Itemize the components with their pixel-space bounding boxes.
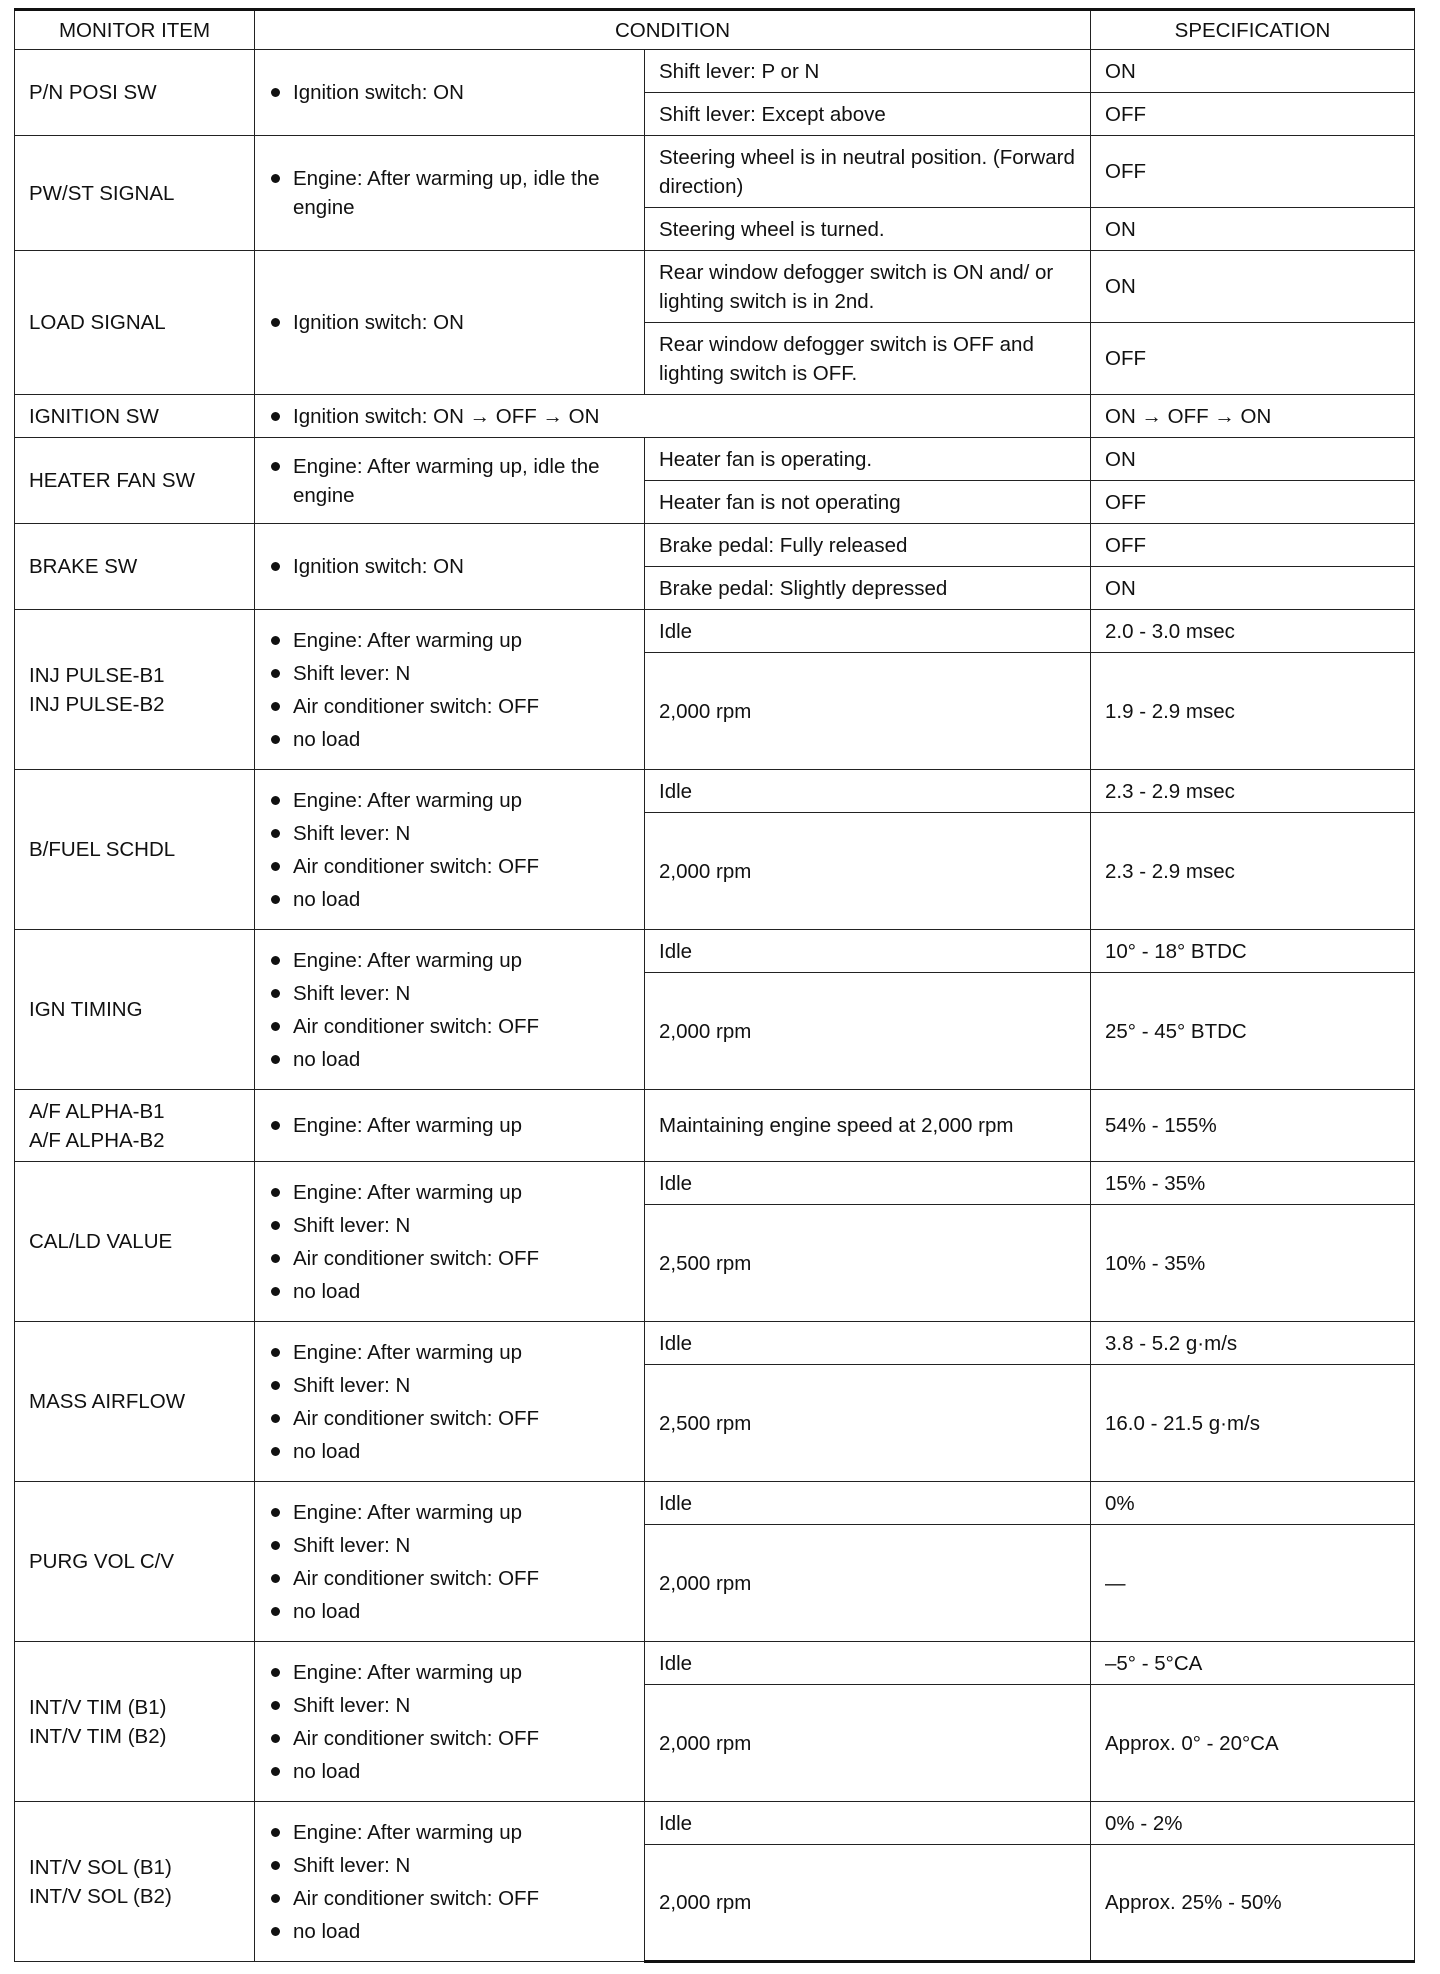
- condition-cell: [255, 1482, 645, 1642]
- condition-bullet: Air conditioner switch: OFF: [269, 1244, 630, 1273]
- monitor-item: IGN TIMING: [15, 930, 255, 1090]
- specification: 25° - 45° BTDC: [1091, 973, 1415, 1090]
- table-row: [15, 1162, 1415, 1205]
- sub-condition: Maintaining engine speed at 2,000 rpm: [645, 1090, 1091, 1162]
- sub-condition: Idle: [645, 1482, 1091, 1525]
- sub-condition: 2,000 rpm: [645, 1845, 1091, 1962]
- specification: Approx. 0° - 20°CA: [1091, 1685, 1415, 1802]
- condition-bullet: no load: [269, 725, 630, 754]
- condition-bullet: no load: [269, 1045, 630, 1074]
- specification: 0% - 2%: [1091, 1802, 1415, 1845]
- sub-condition: Shift lever: Except above: [645, 93, 1091, 136]
- specification: OFF: [1091, 481, 1415, 524]
- table-row: [15, 251, 1415, 323]
- monitor-item: CAL/LD VALUE: [15, 1162, 255, 1322]
- sub-condition: 2,000 rpm: [645, 813, 1091, 930]
- monitor-item: LOAD SIGNAL: [15, 251, 255, 395]
- condition-bullet: Engine: After warming up: [269, 1338, 630, 1367]
- monitor-item: MASS AIRFLOW: [15, 1322, 255, 1482]
- monitor-item-line: INT/V TIM (B1): [29, 1695, 167, 1719]
- specification: ON: [1091, 251, 1415, 323]
- sub-condition: Idle: [645, 1642, 1091, 1685]
- sub-condition: Rear window defogger switch is ON and/ or lighting switch is in 2nd.: [645, 251, 1091, 323]
- monitor-item-line: A/F ALPHA-B2: [29, 1128, 165, 1152]
- table-row: [15, 395, 1415, 438]
- condition-bullet: Shift lever: N: [269, 1531, 630, 1560]
- sub-condition: 2,000 rpm: [645, 973, 1091, 1090]
- sub-condition: Brake pedal: Fully released: [645, 524, 1091, 567]
- condition-cell: [255, 930, 645, 1090]
- sub-condition: Idle: [645, 1322, 1091, 1365]
- condition-bullet: Air conditioner switch: OFF: [269, 1564, 630, 1593]
- header-row: [15, 10, 1415, 50]
- monitor-item-line: INJ PULSE-B1: [29, 663, 165, 687]
- table-row: [15, 50, 1415, 93]
- table-row: [15, 610, 1415, 653]
- specification: 16.0 - 21.5 g·m/s: [1091, 1365, 1415, 1482]
- specification: 2.0 - 3.0 msec: [1091, 610, 1415, 653]
- condition-bullet: Ignition switch: ON → OFF → ON: [269, 402, 1076, 431]
- monitor-item: PURG VOL C/V: [15, 1482, 255, 1642]
- condition-bullet: Air conditioner switch: OFF: [269, 852, 630, 881]
- condition-bullet: Ignition switch: ON: [269, 552, 630, 581]
- specification: ON: [1091, 50, 1415, 93]
- specification: ON → OFF → ON: [1091, 395, 1415, 438]
- specification: OFF: [1091, 323, 1415, 395]
- condition-bullet: Engine: After warming up: [269, 786, 630, 815]
- header-specification: SPECIFICATION: [1091, 10, 1415, 50]
- monitor-item-line: INT/V SOL (B2): [29, 1884, 172, 1908]
- condition-cell: [255, 136, 645, 251]
- monitor-item: [15, 610, 255, 770]
- specification: 3.8 - 5.2 g·m/s: [1091, 1322, 1415, 1365]
- sub-condition: 2,500 rpm: [645, 1365, 1091, 1482]
- condition-bullet: Shift lever: N: [269, 819, 630, 848]
- monitor-item-line: INT/V TIM (B2): [29, 1724, 167, 1748]
- condition-bullet: no load: [269, 885, 630, 914]
- specification: ON: [1091, 438, 1415, 481]
- monitor-item: BRAKE SW: [15, 524, 255, 610]
- condition-bullet: Engine: After warming up: [269, 1818, 630, 1847]
- sub-condition: 2,500 rpm: [645, 1205, 1091, 1322]
- condition-bullet: Air conditioner switch: OFF: [269, 1884, 630, 1913]
- condition-bullet: no load: [269, 1757, 630, 1786]
- sub-condition: 2,000 rpm: [645, 653, 1091, 770]
- sub-condition: Shift lever: P or N: [645, 50, 1091, 93]
- sub-condition: 2,000 rpm: [645, 1525, 1091, 1642]
- table-row: [15, 438, 1415, 481]
- condition-bullet: Shift lever: N: [269, 1211, 630, 1240]
- specification: 15% - 35%: [1091, 1162, 1415, 1205]
- condition-cell: [255, 610, 645, 770]
- header-monitor-item: MONITOR ITEM: [15, 10, 255, 50]
- specification: 1.9 - 2.9 msec: [1091, 653, 1415, 770]
- specification: OFF: [1091, 524, 1415, 567]
- sub-condition: Rear window defogger switch is OFF and lighting switch is OFF.: [645, 323, 1091, 395]
- condition-cell: [255, 395, 1091, 438]
- condition-cell: [255, 1802, 645, 1962]
- condition-bullet: Engine: After warming up, idle the engine: [269, 452, 630, 510]
- condition-bullet: Shift lever: N: [269, 659, 630, 688]
- specification: 2.3 - 2.9 msec: [1091, 813, 1415, 930]
- condition-bullet: Air conditioner switch: OFF: [269, 692, 630, 721]
- sub-condition: Brake pedal: Slightly depressed: [645, 567, 1091, 610]
- condition-cell: [255, 50, 645, 136]
- condition-cell: [255, 524, 645, 610]
- sub-condition: Steering wheel is in neutral position. (Forward direction): [645, 136, 1091, 208]
- condition-bullet: no load: [269, 1597, 630, 1626]
- condition-bullet: Air conditioner switch: OFF: [269, 1012, 630, 1041]
- sub-condition: Idle: [645, 930, 1091, 973]
- condition-bullet: Shift lever: N: [269, 1371, 630, 1400]
- specification: 2.3 - 2.9 msec: [1091, 770, 1415, 813]
- specification: 10° - 18° BTDC: [1091, 930, 1415, 973]
- sub-condition: Heater fan is operating.: [645, 438, 1091, 481]
- condition-bullet: Ignition switch: ON: [269, 78, 630, 107]
- sub-condition: Idle: [645, 770, 1091, 813]
- condition-bullet: Shift lever: N: [269, 979, 630, 1008]
- condition-bullet: Engine: After warming up: [269, 1111, 630, 1140]
- specification: OFF: [1091, 93, 1415, 136]
- monitor-item: B/FUEL SCHDL: [15, 770, 255, 930]
- specification: 10% - 35%: [1091, 1205, 1415, 1322]
- monitor-item-line: INJ PULSE-B2: [29, 692, 165, 716]
- specification: ON: [1091, 208, 1415, 251]
- header-condition: CONDITION: [255, 10, 1091, 50]
- table-row: [15, 1090, 1415, 1162]
- specification: 0%: [1091, 1482, 1415, 1525]
- condition-bullet: Engine: After warming up: [269, 1658, 630, 1687]
- condition-bullet: Air conditioner switch: OFF: [269, 1724, 630, 1753]
- monitor-item-line: INT/V SOL (B1): [29, 1855, 172, 1879]
- condition-bullet: Engine: After warming up: [269, 1498, 630, 1527]
- sub-condition: Idle: [645, 1802, 1091, 1845]
- condition-bullet: Engine: After warming up: [269, 1178, 630, 1207]
- condition-cell: [255, 1322, 645, 1482]
- condition-bullet: Engine: After warming up: [269, 626, 630, 655]
- condition-bullet: Air conditioner switch: OFF: [269, 1404, 630, 1433]
- sub-condition: Idle: [645, 1162, 1091, 1205]
- monitor-item: [15, 1642, 255, 1802]
- condition-cell: [255, 770, 645, 930]
- specification: Approx. 25% - 50%: [1091, 1845, 1415, 1962]
- condition-bullet: Shift lever: N: [269, 1691, 630, 1720]
- table-row: [15, 1802, 1415, 1845]
- sub-condition: Steering wheel is turned.: [645, 208, 1091, 251]
- condition-cell: [255, 1162, 645, 1322]
- condition-cell: [255, 1090, 645, 1162]
- specification: —: [1091, 1525, 1415, 1642]
- condition-bullet: no load: [269, 1917, 630, 1946]
- table-row: [15, 1482, 1415, 1525]
- condition-bullet: Ignition switch: ON: [269, 308, 630, 337]
- specification: 54% - 155%: [1091, 1090, 1415, 1162]
- monitor-item: HEATER FAN SW: [15, 438, 255, 524]
- table-row: [15, 930, 1415, 973]
- condition-cell: [255, 251, 645, 395]
- specification: –5° - 5°CA: [1091, 1642, 1415, 1685]
- condition-bullet: no load: [269, 1437, 630, 1466]
- monitor-item: [15, 1802, 255, 1962]
- monitor-item: [15, 1090, 255, 1162]
- monitor-item: P/N POSI SW: [15, 50, 255, 136]
- table-row: [15, 524, 1415, 567]
- table-row: [15, 770, 1415, 813]
- condition-bullet: Engine: After warming up, idle the engine: [269, 164, 630, 222]
- sub-condition: Idle: [645, 610, 1091, 653]
- condition-bullet: Shift lever: N: [269, 1851, 630, 1880]
- condition-cell: [255, 1642, 645, 1802]
- specification: ON: [1091, 567, 1415, 610]
- document-page: [14, 8, 1414, 1963]
- monitor-item: IGNITION SW: [15, 395, 255, 438]
- monitor-item: PW/ST SIGNAL: [15, 136, 255, 251]
- condition-bullet: Engine: After warming up: [269, 946, 630, 975]
- table-row: [15, 1322, 1415, 1365]
- condition-bullet: no load: [269, 1277, 630, 1306]
- sub-condition: 2,000 rpm: [645, 1685, 1091, 1802]
- monitor-spec-table: [14, 8, 1415, 1963]
- condition-cell: [255, 438, 645, 524]
- table-row: [15, 136, 1415, 208]
- sub-condition: Heater fan is not operating: [645, 481, 1091, 524]
- monitor-item-line: A/F ALPHA-B1: [29, 1099, 165, 1123]
- table-row: [15, 1642, 1415, 1685]
- specification: OFF: [1091, 136, 1415, 208]
